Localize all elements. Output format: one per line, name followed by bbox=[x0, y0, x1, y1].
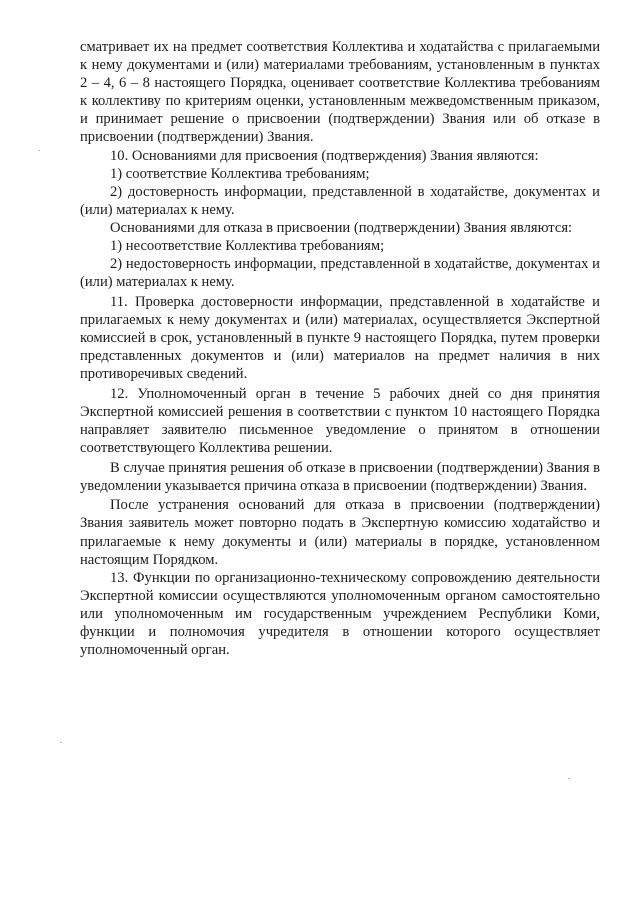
paragraph-reapply: После устранения оснований для отказа в присвоении (подтверждении) Звания заявитель может повторно подать в Экспертную комиссию ходатайство и прилагаемые к нему документы и (или) материалы в порядке, установленном настоящим Порядком. bbox=[80, 497, 600, 568]
paragraph-refusal-notice: В случае принятия решения об отказе в присвоении (подтверждении) Звания в уведомлении указывается причина отказа в присвоении (подтверждении) Звания. bbox=[80, 459, 600, 494]
paragraph-item-10-1: 1) соответствие Коллектива требованиям; bbox=[110, 165, 370, 182]
paragraph-item-10-2: 2) достоверность информации, представленной в ходатайстве, документах и (или) материалах к нему. bbox=[80, 183, 600, 218]
paragraph-item-11: 11. Проверка достоверности информации, представленной в ходатайстве и прилагаемых к нему документах и (или) материалах, осуществляется Экспертной комиссией в срок, установленный в пункте 9 настоящего Порядка, путем проверки представленных документов и (или) материалов на предмет наличия в них противоречивых сведений. bbox=[80, 293, 600, 383]
paragraph-item-12: 12. Уполномоченный орган в течение 5 рабочих дней со дня принятия Экспертной комиссией решения в соответствии с пунктом 10 настоящего Порядка направляет заявителю письменное уведомление о принятом в отношении соответствующего Коллектива решении. bbox=[80, 385, 600, 457]
paragraph-refusal-2: 2) недостоверность информации, представленной в ходатайстве, документах и (или) материалах к нему. bbox=[80, 256, 600, 291]
paragraph-refusal-grounds: Основаниями для отказа в присвоении (подтверждении) Звания являются: bbox=[110, 219, 573, 236]
scan-speck bbox=[38, 150, 40, 151]
paragraph-refusal-1: 1) несоответствие Коллектива требованиям; bbox=[110, 238, 385, 255]
paragraph-item-10: 10. Основаниями для присвоения (подтверждения) Звания являются: bbox=[110, 147, 539, 164]
scan-speck bbox=[568, 778, 570, 779]
paragraph-item-13: 13. Функции по организационно-техническому сопровождению деятельности Экспертной комиссии осуществляются уполномоченным органом самостоятельно или уполномоченным им государственным учреждением Республики Коми, функции и полномочия учредителя в отношении которого осуществляет уполномоченный орган. bbox=[80, 569, 600, 659]
document-body bbox=[80, 38, 600, 659]
scan-speck bbox=[60, 742, 62, 743]
paragraph-continuation: сматривает их на предмет соответствия Коллектива и ходатайства с прилагаемыми к нему документами и (или) материалами требованиям, установленным в пунктах 2 – 4, 6 – 8 настоящего Порядка, оценивает соответствие Коллектива требованиям к коллективу по критериям оценки, установленным межведомственным приказом, и принимает решение о присвоении (подтверждении) Звания или об отказе в присвоении (подтверждении) Звания. bbox=[80, 39, 600, 146]
